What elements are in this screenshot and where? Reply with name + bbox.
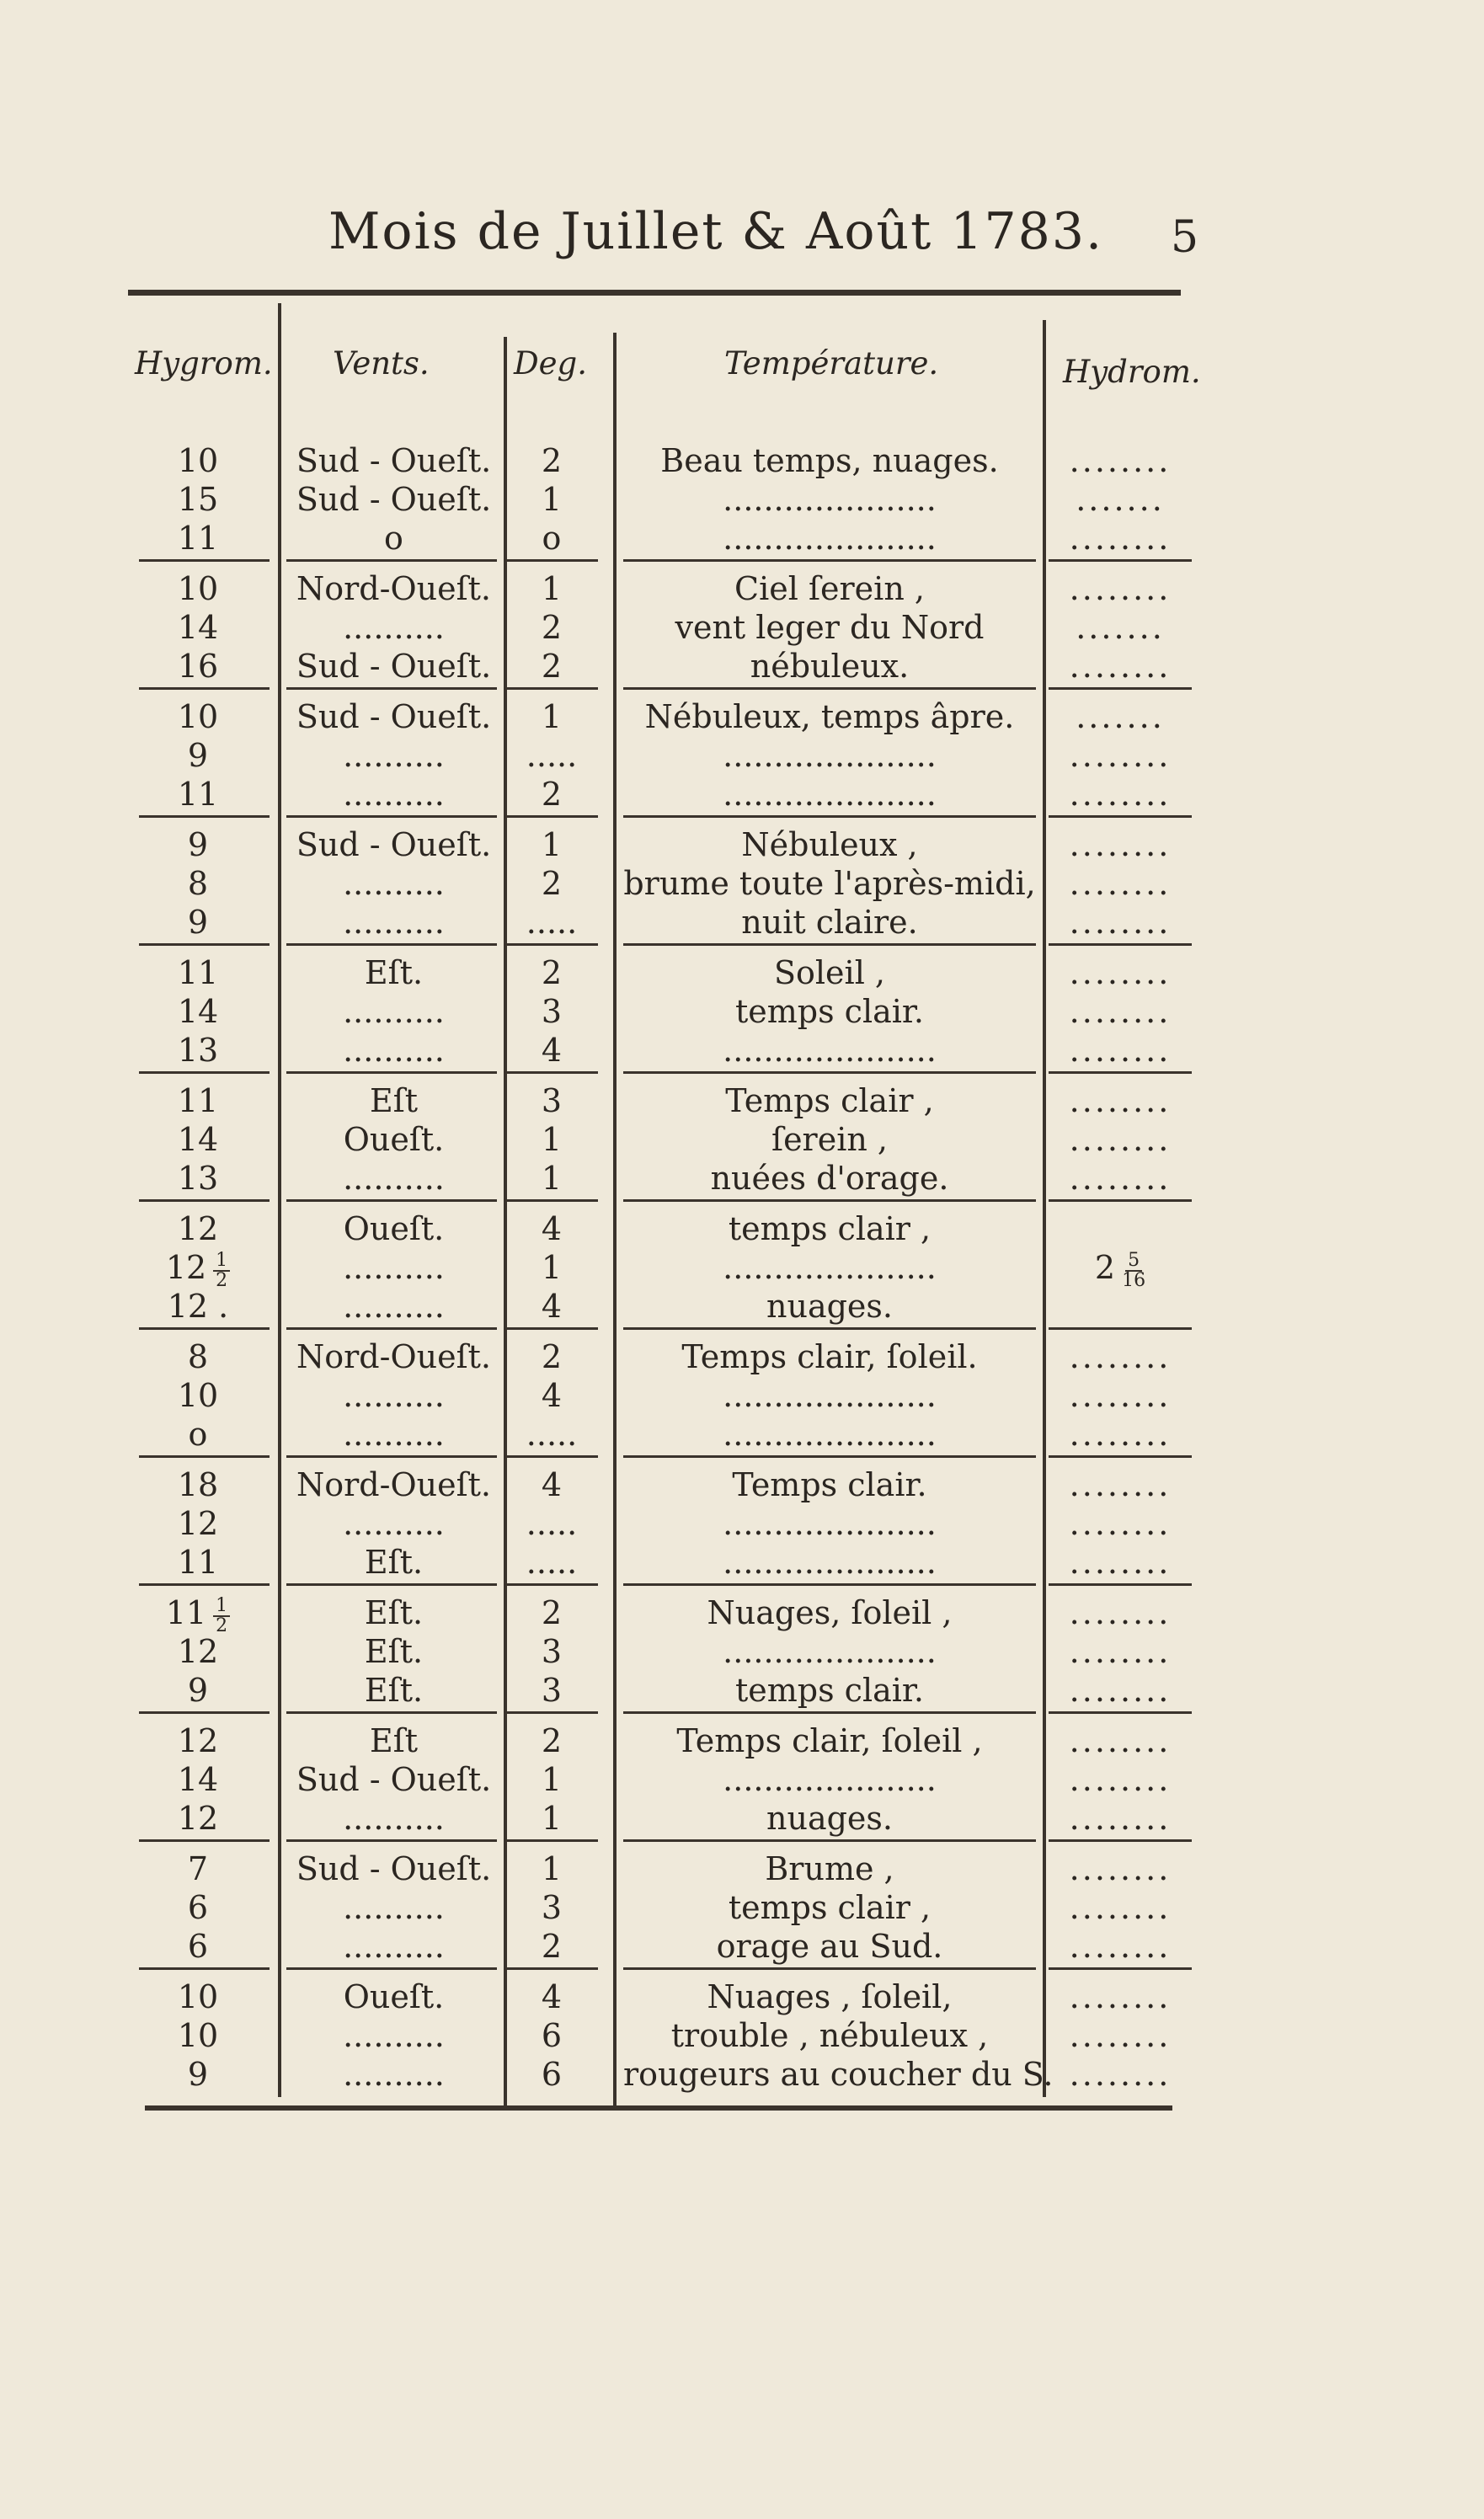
temperature-cell: ..................... — [723, 1377, 937, 1414]
hydrom-cell: ........ — [1069, 904, 1172, 941]
group-separator — [623, 815, 1036, 818]
top-rule — [128, 290, 1181, 296]
vents-cell: Sud - Oueſt. — [296, 698, 492, 735]
group-separator — [139, 815, 270, 818]
hygrom-cell: 8 — [187, 1338, 209, 1375]
vents-cell: Sud - Oueſt. — [296, 826, 492, 863]
group-separator — [505, 943, 598, 946]
group-separator — [505, 1071, 598, 1074]
temperature-cell: ..................... — [723, 1505, 937, 1542]
deg-cell: ..... — [526, 737, 578, 774]
group-separator — [505, 1967, 598, 1970]
temperature-cell: Nébuleux , — [741, 826, 918, 863]
deg-cell: 2 — [541, 648, 563, 685]
deg-cell: 1 — [541, 1850, 563, 1887]
hygrom-fraction — [213, 1594, 230, 1636]
temperature-cell: ..................... — [723, 776, 937, 813]
deg-cell: 3 — [541, 1633, 563, 1670]
column-header-hydrom: Hydrom. — [1063, 354, 1201, 390]
deg-cell: 1 — [541, 570, 563, 607]
hydrom-cell: ........ — [1069, 865, 1172, 902]
column-header-vents: Vents. — [333, 345, 430, 382]
temperature-cell: ..................... — [723, 1032, 937, 1069]
group-separator — [623, 1071, 1036, 1074]
group-separator — [1049, 559, 1192, 562]
hydrom-cell: ........ — [1069, 826, 1172, 863]
group-separator — [1049, 687, 1192, 690]
group-separator — [139, 1839, 270, 1842]
temperature-cell: ..................... — [723, 1633, 937, 1670]
temperature-cell: nuit claire. — [741, 904, 918, 941]
deg-cell: 6 — [541, 2056, 563, 2093]
temperature-cell: nuées d'orage. — [710, 1160, 949, 1197]
vents-cell: .......... — [343, 737, 445, 774]
deg-cell: ..... — [526, 1416, 578, 1453]
deg-cell: 2 — [541, 865, 563, 902]
vents-cell: .......... — [343, 1416, 445, 1453]
vents-cell: Oueſt. — [343, 1121, 445, 1158]
deg-cell: 1 — [541, 481, 563, 518]
vents-cell: .......... — [343, 904, 445, 941]
temperature-cell: Ciel ſerein , — [734, 570, 925, 607]
vents-cell: Eſt. — [364, 1672, 424, 1709]
hygrom-cell: 8 — [187, 865, 209, 902]
vents-cell: Sud - Oueſt. — [296, 648, 492, 685]
group-separator — [623, 1967, 1036, 1970]
hygrom-cell: 10 — [177, 1377, 219, 1414]
hydrom-cell: ........ — [1069, 1121, 1172, 1158]
hygrom-cell: 13 — [177, 1032, 219, 1069]
vents-cell: .......... — [343, 1249, 445, 1286]
hygrom-cell: 12 — [177, 1800, 219, 1837]
hydrom-cell: ........ — [1069, 993, 1172, 1030]
deg-cell: 4 — [541, 1032, 563, 1069]
group-separator — [286, 1455, 497, 1458]
temperature-cell: ..................... — [723, 737, 937, 774]
temperature-cell: Brume , — [765, 1850, 894, 1887]
vents-cell: Eſt. — [364, 1633, 424, 1670]
group-separator — [139, 1455, 270, 1458]
hydrom-cell: 2 $\frac{5}{16}$ — [1094, 1249, 1146, 1291]
deg-cell: 3 — [541, 1889, 563, 1926]
deg-cell: 2 — [541, 1928, 563, 1965]
vents-cell: Nord-Oueſt. — [296, 1338, 491, 1375]
hydrom-cell: ........ — [1069, 2056, 1172, 2093]
deg-cell: 2 — [541, 609, 563, 646]
fraction-numerator: 1 — [213, 1597, 230, 1617]
hygrom-cell: 10 — [177, 2017, 219, 2054]
vents-cell: Sud - Oueſt. — [296, 442, 492, 479]
hygrom-cell: 14 — [177, 609, 219, 646]
hydrom-cell: ........ — [1069, 1505, 1172, 1542]
column-header-hygrom: Hygrom. — [135, 345, 273, 382]
hydrom-cell: ........ — [1069, 648, 1172, 685]
hygrom-cell: 9 — [187, 1672, 209, 1709]
group-separator — [1049, 1711, 1192, 1714]
page-header — [328, 202, 1199, 270]
group-separator — [505, 1199, 598, 1202]
group-separator — [1049, 1071, 1192, 1074]
group-separator — [505, 1455, 598, 1458]
group-separator — [139, 687, 270, 690]
group-separator — [286, 815, 497, 818]
hygrom-cell: 12 — [177, 1210, 219, 1247]
deg-cell: 1 — [541, 1800, 563, 1837]
deg-cell: 3 — [541, 993, 563, 1030]
temperature-cell: ..................... — [723, 520, 937, 557]
temperature-cell: rougeurs au coucher du S. — [623, 2056, 1054, 2093]
deg-cell: 4 — [541, 1466, 563, 1503]
vents-cell: Nord-Oueſt. — [296, 1466, 491, 1503]
vents-cell: Sud - Oueſt. — [296, 1850, 492, 1887]
hydrom-cell: ........ — [1069, 1761, 1172, 1798]
temperature-cell: temps clair. — [734, 993, 924, 1030]
hygrom-fraction — [213, 1251, 230, 1290]
deg-cell: 2 — [541, 954, 563, 991]
temperature-cell: ..................... — [723, 1544, 937, 1581]
hygrom-cell: 13 — [177, 1160, 219, 1197]
hygrom-cell: 11 — [177, 520, 219, 557]
deg-cell: 2 — [541, 1594, 563, 1631]
group-separator — [1049, 1327, 1192, 1330]
hydrom-cell: ........ — [1069, 737, 1172, 774]
temperature-cell: brume toute l'après-midi, — [623, 865, 1036, 902]
hydrom-cell: ........ — [1069, 1416, 1172, 1453]
deg-cell: o — [542, 520, 562, 557]
hydrom-cell: ........ — [1069, 1850, 1172, 1887]
group-separator — [623, 1327, 1036, 1330]
hygrom-cell: 11 — [177, 954, 219, 991]
vents-cell: .......... — [343, 1928, 445, 1965]
column-header-temperature: Température. — [724, 345, 939, 382]
deg-cell: 6 — [541, 2017, 563, 2054]
hygrom-cell: 11 — [177, 1082, 219, 1119]
hygrom-cell: 14 — [177, 1121, 219, 1158]
deg-cell: 1 — [541, 1121, 563, 1158]
group-separator — [286, 1583, 497, 1586]
deg-cell: 2 — [541, 776, 563, 813]
hydrom-cell: ........ — [1069, 1889, 1172, 1926]
hygrom-cell: 10 — [177, 698, 219, 735]
temperature-cell: ſerein , — [771, 1121, 888, 1158]
group-separator — [286, 1071, 497, 1074]
group-separator — [623, 943, 1036, 946]
deg-cell: 1 — [541, 1249, 563, 1286]
hygrom-cell: 15 — [177, 481, 219, 518]
hydrom-cell: ........ — [1069, 954, 1172, 991]
group-separator — [505, 687, 598, 690]
deg-cell: 4 — [541, 1978, 563, 2015]
hydrom-cell: ........ — [1069, 1544, 1172, 1581]
temperature-cell: Nuages , ſoleil, — [707, 1978, 953, 2015]
hygrom-cell: 7 — [187, 1850, 209, 1887]
temperature-cell: Temps clair. — [732, 1466, 927, 1503]
page-number: 5 — [1171, 212, 1199, 263]
group-separator — [505, 1711, 598, 1714]
deg-cell: ..... — [526, 904, 578, 941]
group-separator — [139, 559, 270, 562]
vents-cell: Nord-Oueſt. — [296, 570, 491, 607]
vents-cell: Sud - Oueſt. — [296, 1761, 492, 1798]
vents-cell: Eſt — [369, 1082, 419, 1119]
group-separator — [286, 1199, 497, 1202]
hygrom-cell: 11 — [177, 776, 219, 813]
hydrom-cell: ........ — [1069, 1672, 1172, 1709]
vents-cell: .......... — [343, 1505, 445, 1542]
deg-cell: ..... — [526, 1505, 578, 1542]
group-separator — [139, 1199, 270, 1202]
vents-cell: Eſt. — [364, 1594, 424, 1631]
bottom-rule — [145, 2105, 1172, 2111]
hygrom-cell: o — [188, 1416, 208, 1453]
group-separator — [623, 687, 1036, 690]
hydrom-cell: ........ — [1069, 2017, 1172, 2054]
temperature-cell: nuages. — [766, 1288, 893, 1325]
temperature-cell: temps clair , — [728, 1889, 932, 1926]
column-header-deg: Deg. — [514, 345, 588, 382]
temperature-cell: temps clair. — [734, 1672, 924, 1709]
hygrom-cell: 14 — [177, 993, 219, 1030]
deg-cell: 4 — [541, 1377, 563, 1414]
fraction-numerator: 5 — [1125, 1251, 1142, 1272]
group-separator — [505, 559, 598, 562]
hygrom-cell: 18 — [177, 1466, 219, 1503]
temperature-cell: ..................... — [723, 1761, 937, 1798]
vents-cell: Oueſt. — [343, 1210, 445, 1247]
page-title: Mois de Juillet & Août 1783. — [328, 202, 1104, 261]
temperature-cell: Beau temps, nuages. — [660, 442, 999, 479]
hydrom-cell: ........ — [1069, 1377, 1172, 1414]
vents-cell: Eſt — [369, 1722, 419, 1759]
hydrom-cell: ........ — [1069, 442, 1172, 479]
group-separator — [286, 687, 497, 690]
vents-cell: .......... — [343, 1377, 445, 1414]
group-separator — [1049, 1455, 1192, 1458]
temperature-cell: Soleil , — [773, 954, 886, 991]
fraction-denominator: 2 — [216, 1269, 228, 1291]
hygrom-cell: 9 — [187, 904, 209, 941]
vents-cell: .......... — [343, 1160, 445, 1197]
hygrom-cell: 12 . — [167, 1288, 229, 1325]
group-separator — [139, 1583, 270, 1586]
group-separator — [139, 1071, 270, 1074]
hygrom-cell: 10 — [177, 1978, 219, 2015]
group-separator — [1049, 1967, 1192, 1970]
vents-cell: .......... — [343, 2017, 445, 2054]
hygrom-cell: 10 — [177, 570, 219, 607]
hydrom-cell: ........ — [1069, 1978, 1172, 2015]
vents-cell: .......... — [343, 1032, 445, 1069]
vents-cell: Eſt. — [364, 1544, 424, 1581]
vents-cell: Sud - Oueſt. — [296, 481, 492, 518]
group-separator — [286, 943, 497, 946]
deg-cell: 1 — [541, 1761, 563, 1798]
temperature-cell: temps clair , — [728, 1210, 932, 1247]
group-separator — [139, 943, 270, 946]
hygrom-cell: 16 — [177, 648, 219, 685]
vents-cell: .......... — [343, 865, 445, 902]
deg-cell: 1 — [541, 698, 563, 735]
group-separator — [1049, 1199, 1192, 1202]
deg-cell: 4 — [541, 1210, 563, 1247]
hydrom-cell: ........ — [1069, 1032, 1172, 1069]
deg-cell: 3 — [541, 1672, 563, 1709]
hygrom-cell: 9 — [187, 826, 209, 863]
group-separator — [1049, 1583, 1192, 1586]
deg-cell: 1 — [541, 826, 563, 863]
temperature-cell: Temps clair , — [725, 1082, 934, 1119]
vents-cell: .......... — [343, 993, 445, 1030]
hydrom-cell: ........ — [1069, 1722, 1172, 1759]
hydrom-cell: ....... — [1076, 481, 1165, 518]
hydrom-cell: ....... — [1076, 609, 1165, 646]
group-separator — [623, 1583, 1036, 1586]
group-separator — [139, 1967, 270, 1970]
hydrom-cell: ........ — [1069, 776, 1172, 813]
hygrom-cell: 14 — [177, 1761, 219, 1798]
deg-cell: 4 — [541, 1288, 563, 1325]
vents-cell: .......... — [343, 1800, 445, 1837]
temperature-cell: nuages. — [766, 1800, 893, 1837]
temperature-cell: Temps clair, ſoleil , — [676, 1722, 983, 1759]
vents-cell: .......... — [343, 776, 445, 813]
temperature-cell: ..................... — [723, 1249, 937, 1286]
hygrom-cell: 11 — [177, 1544, 219, 1581]
vents-cell: .......... — [343, 609, 445, 646]
vents-cell: o — [384, 520, 403, 557]
hygrom-cell: 12 — [177, 1722, 219, 1759]
group-separator — [286, 1839, 497, 1842]
hygrom-cell: 12 — [177, 1633, 219, 1670]
hygrom-cell: 12 — [177, 1505, 219, 1542]
hygrom-cell: 9 — [187, 737, 209, 774]
fraction-denominator: 2 — [216, 1614, 228, 1636]
hydrom-cell: ........ — [1069, 520, 1172, 557]
vents-cell: .......... — [343, 1288, 445, 1325]
group-separator — [505, 1327, 598, 1330]
temperature-cell: orage au Sud. — [716, 1928, 943, 1965]
temperature-cell: trouble , nébuleux , — [670, 2017, 989, 2054]
vents-cell: Oueſt. — [343, 1978, 445, 2015]
fraction-numerator: 1 — [213, 1251, 230, 1272]
group-separator — [139, 1327, 270, 1330]
group-separator — [505, 1583, 598, 1586]
group-separator — [1049, 1839, 1192, 1842]
vents-cell: .......... — [343, 1889, 445, 1926]
group-separator — [1049, 943, 1192, 946]
vents-cell: .......... — [343, 2056, 445, 2093]
group-separator — [1049, 815, 1192, 818]
group-separator — [286, 1967, 497, 1970]
deg-cell: 1 — [541, 1160, 563, 1197]
group-separator — [286, 1711, 497, 1714]
fraction-denominator: 16 — [1122, 1269, 1146, 1291]
entry-group — [0, 1976, 1484, 2127]
temperature-cell: ..................... — [723, 1416, 937, 1453]
hygrom-cell: 11 $\frac{1}{2}$ — [147, 1592, 248, 1636]
group-separator — [505, 815, 598, 818]
group-separator — [286, 1327, 497, 1330]
hydrom-cell: ....... — [1076, 698, 1165, 735]
temperature-cell: nébuleux. — [750, 648, 910, 685]
hydrom-cell: ........ — [1069, 1928, 1172, 1965]
hygrom-cell: 10 — [177, 442, 219, 479]
group-separator — [623, 1711, 1036, 1714]
hygrom-cell: 6 — [187, 1889, 209, 1926]
hygrom-cell: 12 $\frac{1}{2}$ — [147, 1246, 248, 1290]
deg-cell: 3 — [541, 1082, 563, 1119]
group-separator — [623, 1839, 1036, 1842]
group-separator — [623, 1455, 1036, 1458]
hydrom-cell: ........ — [1069, 1160, 1172, 1197]
vents-cell: Eſt. — [364, 954, 424, 991]
group-separator — [286, 559, 497, 562]
hydrom-cell: ........ — [1069, 1800, 1172, 1837]
hydrom-cell: ........ — [1069, 570, 1172, 607]
group-separator — [139, 1711, 270, 1714]
temperature-cell: ..................... — [723, 481, 937, 518]
temperature-cell: Nébuleux, temps âpre. — [644, 698, 1015, 735]
hydrom-cell: ........ — [1069, 1633, 1172, 1670]
deg-cell: 2 — [541, 1722, 563, 1759]
temperature-cell: Nuages, ſoleil , — [707, 1594, 953, 1631]
temperature-cell: vent leger du Nord — [675, 609, 985, 646]
hygrom-cell: 6 — [187, 1928, 209, 1965]
group-separator — [623, 1199, 1036, 1202]
hygrom-cell: 9 — [187, 2056, 209, 2093]
deg-cell: 2 — [541, 1338, 563, 1375]
deg-cell: ..... — [526, 1544, 578, 1581]
hydrom-cell: ........ — [1069, 1338, 1172, 1375]
temperature-cell: Temps clair, ſoleil. — [681, 1338, 978, 1375]
hydrom-fraction — [1122, 1251, 1145, 1290]
hydrom-cell: ........ — [1069, 1594, 1172, 1631]
group-separator — [623, 559, 1036, 562]
hydrom-cell: ........ — [1069, 1466, 1172, 1503]
hydrom-cell: ........ — [1069, 1082, 1172, 1119]
deg-cell: 2 — [541, 442, 563, 479]
group-separator — [505, 1839, 598, 1842]
